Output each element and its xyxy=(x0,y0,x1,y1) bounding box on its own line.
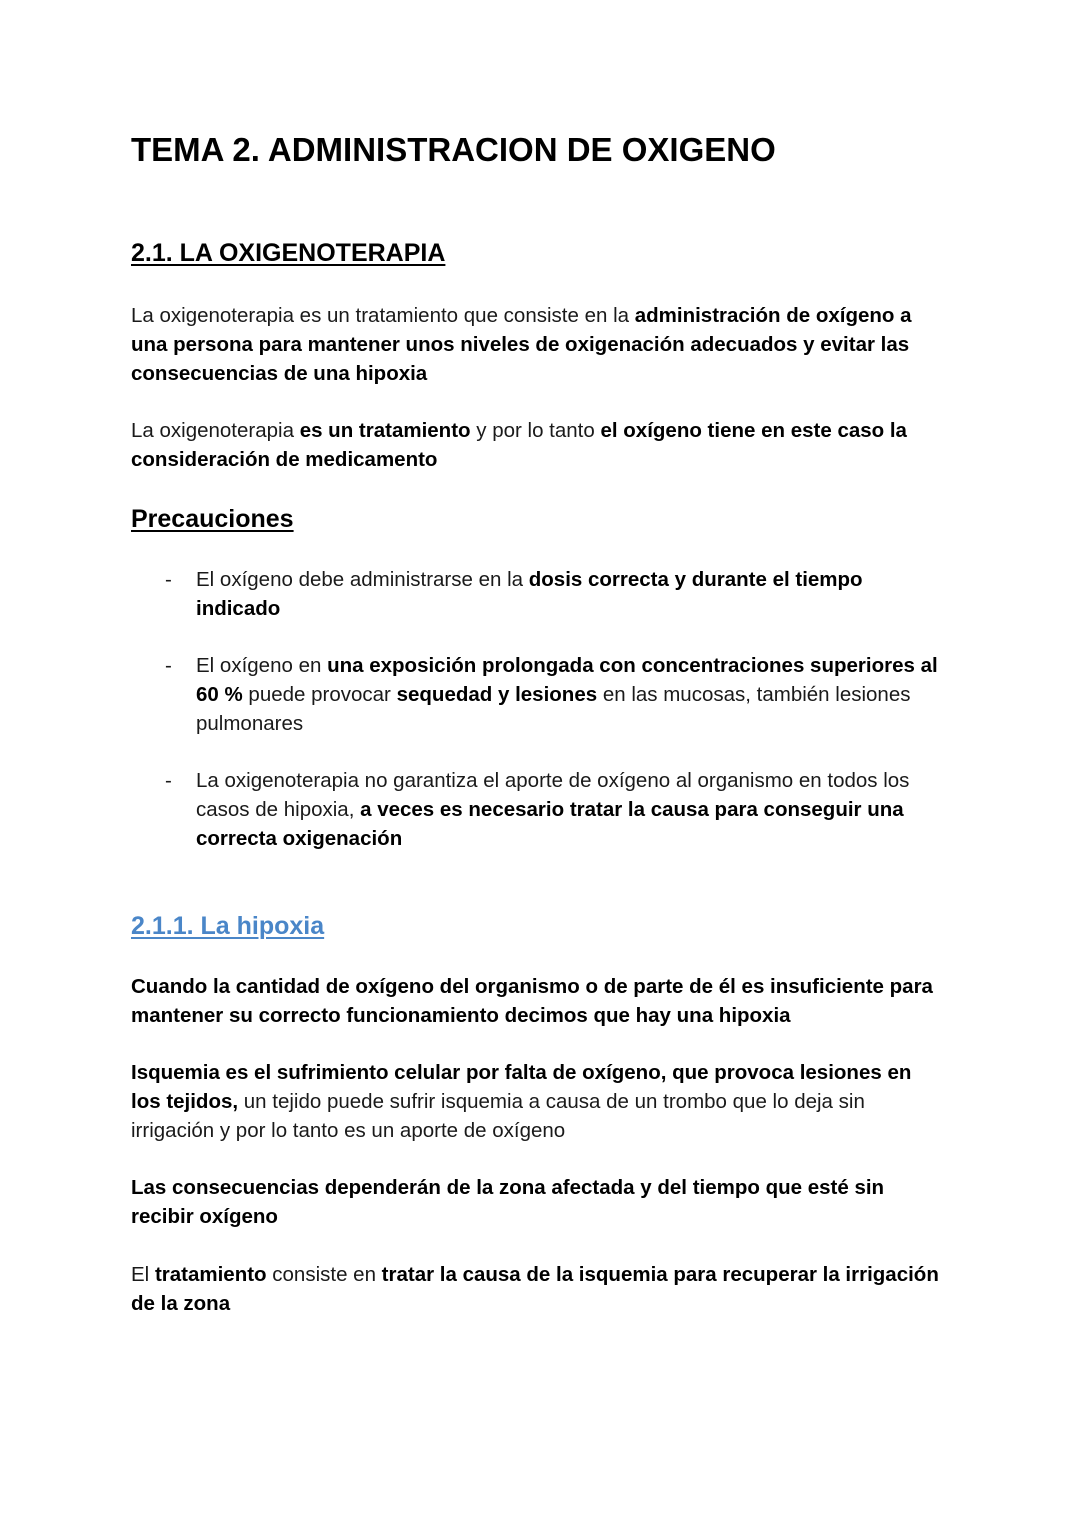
section-heading-oxigenoterapia: 2.1. LA OXIGENOTERAPIA xyxy=(131,239,446,267)
bold-text-run: Las consecuencias dependerán de la zona afectada y del tiempo que esté sin recibir oxígeno xyxy=(131,1176,885,1228)
paragraph-hipoxia-definition xyxy=(131,972,946,1030)
text-run: La oxigenoterapia no garantiza el aporte de oxígeno al organismo en todos los casos de hipoxia, xyxy=(196,769,910,821)
list-item-text xyxy=(196,651,946,738)
paragraph-treatment xyxy=(131,416,946,474)
bold-text-run: administración de oxígeno a una persona para mantener unos niveles de oxigenación adecuados y evitar las consecuencias de una hipoxia xyxy=(131,304,912,385)
paragraph-treatment-isquemia xyxy=(131,1260,946,1318)
bullet-dash: - xyxy=(165,769,172,792)
text-run: y por lo tanto xyxy=(470,419,601,442)
bold-text-run: dosis correcta y durante el tiempo indicado xyxy=(196,568,863,620)
paragraph-definition xyxy=(131,301,946,388)
text-run: consiste en xyxy=(266,1263,382,1286)
text-run: La oxigenoterapia es un tratamiento que consiste en la xyxy=(131,304,635,327)
bullet-dash: - xyxy=(165,568,172,591)
document-title: TEMA 2. ADMINISTRACION DE OXIGENO xyxy=(131,131,776,168)
list-item-text xyxy=(196,766,946,853)
paragraph-consequences xyxy=(131,1173,946,1231)
text-run: La oxigenoterapia xyxy=(131,419,300,442)
precautions-heading: Precauciones xyxy=(131,505,294,533)
text-run: El xyxy=(131,1263,155,1286)
bold-text-run: Isquemia es el sufrimiento celular por falta de oxígeno, que provoca lesiones en los tejidos, xyxy=(131,1061,912,1113)
subsection-heading-hipoxia[interactable]: 2.1.1. La hipoxia xyxy=(131,912,325,940)
bullet-dash: - xyxy=(165,654,172,677)
text-run: El oxígeno en xyxy=(196,654,328,677)
text-run: puede provocar xyxy=(242,683,397,706)
bold-text-run: es un tratamiento xyxy=(299,419,471,442)
bold-text-run: tratar la causa de la isquemia para recuperar la irrigación de la zona xyxy=(131,1263,939,1315)
paragraph-isquemia xyxy=(131,1058,946,1145)
bold-text-run: sequedad y lesiones xyxy=(396,683,598,706)
bold-text-run: tratamiento xyxy=(154,1263,267,1286)
bold-text-run: a veces es necesario tratar la causa para conseguir una correcta oxigenación xyxy=(196,798,904,850)
text-run: El oxígeno debe administrarse en la xyxy=(196,568,529,591)
bold-text-run: una exposición prolongada con concentraciones superiores al 60 % xyxy=(196,654,938,706)
bold-text-run: Cuando la cantidad de oxígeno del organismo o de parte de él es insuficiente para mantener su correcto funcionamiento decimos que hay una hipoxia xyxy=(131,975,933,1027)
bold-text-run: el oxígeno tiene en este caso la consideración de medicamento xyxy=(131,419,907,471)
text-run: en las mucosas, también lesiones pulmonares xyxy=(196,683,911,735)
list-item-text xyxy=(196,565,946,623)
text-run: un tejido puede sufrir isquemia a causa de un trombo que lo deja sin irrigación y por lo tanto es un aporte de oxígeno xyxy=(131,1090,865,1142)
